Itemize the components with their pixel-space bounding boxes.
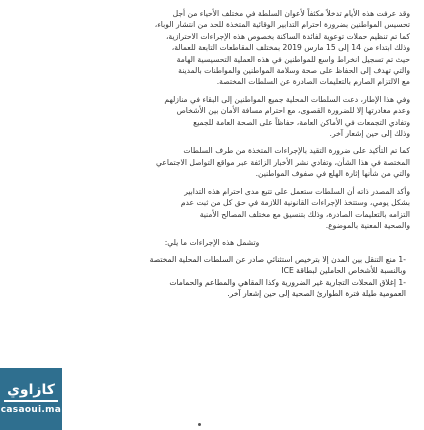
paragraph-2 — [14, 94, 410, 140]
paragraph-3 — [14, 145, 410, 179]
text-line: والتي تهدف إلى الحفاظ على صحة وسلامة المواطنين والمواطنات بالمدينة — [178, 66, 410, 76]
list-item: وبالنسبة للأشخاص الحاملين لبطاقة ICE — [281, 266, 406, 276]
text-line: كما تم تنظيم حملات توعوية لفائدة الساكنة بخصوص هذه الإجراءات الاحترازية، — [165, 31, 410, 41]
text-line: وقد عرفت هذه الأيام تدخلاً مكثفاً لأعوان السلطة في مختلف الأحياء من أجل — [172, 9, 410, 18]
text-line: كما تم التأكيد على ضرورة التقيد بالإجراءات المتخذة من طرف السلطات — [183, 146, 410, 156]
paragraph-4 — [14, 186, 410, 232]
text-line: وتفادي التجمعات في الأماكن العامة، حفاظاً على الصحة العامة للجميع — [193, 117, 410, 127]
watermark-divider — [4, 400, 58, 402]
text-line: التزامه بالتعليمات الصادرة، وذلك بتنسيق مع مختلف المصالح الأمنية — [199, 209, 410, 219]
text-line: وذلك إلى حين إشعار آخر. — [329, 129, 410, 139]
list-section — [14, 237, 410, 299]
list-item: العمومية طيلة فترة الطوارئ الصحية إلى حين إشعار آخر. — [227, 288, 406, 298]
text-line: وأكد المصدر ذاته أن السلطات ستعمل على تتبع مدى احترام هذه التدابير — [184, 186, 410, 196]
text-line: وفي هذا الإطار، دعت السلطات المحلية جميع المواطنين إلى البقاء في منازلهم — [164, 94, 410, 104]
text-line: وعدم مغادرتها إلا للضرورة القصوى، مع احترام مسافة الأمان بين الأشخاص — [176, 106, 410, 116]
list-item: -1 إغلاق المحلات التجارية غير الضرورية وكذا المقاهي والمطاعم والحمامات — [169, 277, 406, 287]
list-intro: وتشمل هذه الإجراءات ما يلي: — [164, 238, 260, 248]
site-watermark-logo — [0, 368, 62, 430]
page-marker-dot — [198, 423, 201, 426]
text-line: والصحية المعنية بالموضوع. — [325, 220, 410, 230]
text-line: وذلك ابتداء من 14 إلى 15 مارس 2019 بمختلف المقاطعات التابعة للعمالة، — [171, 43, 410, 53]
text-line: بشكل يومي، وستتخذ الإجراءات القانونية اللازمة في حق كل من ثبت عدم — [180, 198, 410, 208]
text-line: مع الالتزام الصارم بالتعليمات الصادرة عن السلطات المختصة. — [216, 77, 410, 87]
watermark-arabic-text: كازاوي — [7, 382, 55, 398]
watermark-latin-text: casaoui.ma — [0, 405, 62, 415]
text-line: المختصة في هذا الشأن، وتفادي نشر الأخبار الزائفة عبر مواقع التواصل الاجتماعي — [155, 157, 410, 167]
text-line: حيث تم تسجيل انخراط واسع للمواطنين في هذه العملية التحسيسية الهامة — [176, 54, 410, 64]
text-line: تحسيس المواطنين بضرورة احترام التدابير الوقائية المتخذة للحد من انتشار الوباء، — [154, 20, 410, 30]
paragraph-1 — [14, 8, 410, 88]
text-line: والتي من شأنها إثارة الهلع في صفوف المواطنين. — [255, 169, 410, 179]
document-body — [14, 8, 410, 305]
list-item: -1 منع التنقل بين المدن إلا بترخيص استثنائي صادر عن السلطات المحلية المختصة — [149, 254, 406, 264]
